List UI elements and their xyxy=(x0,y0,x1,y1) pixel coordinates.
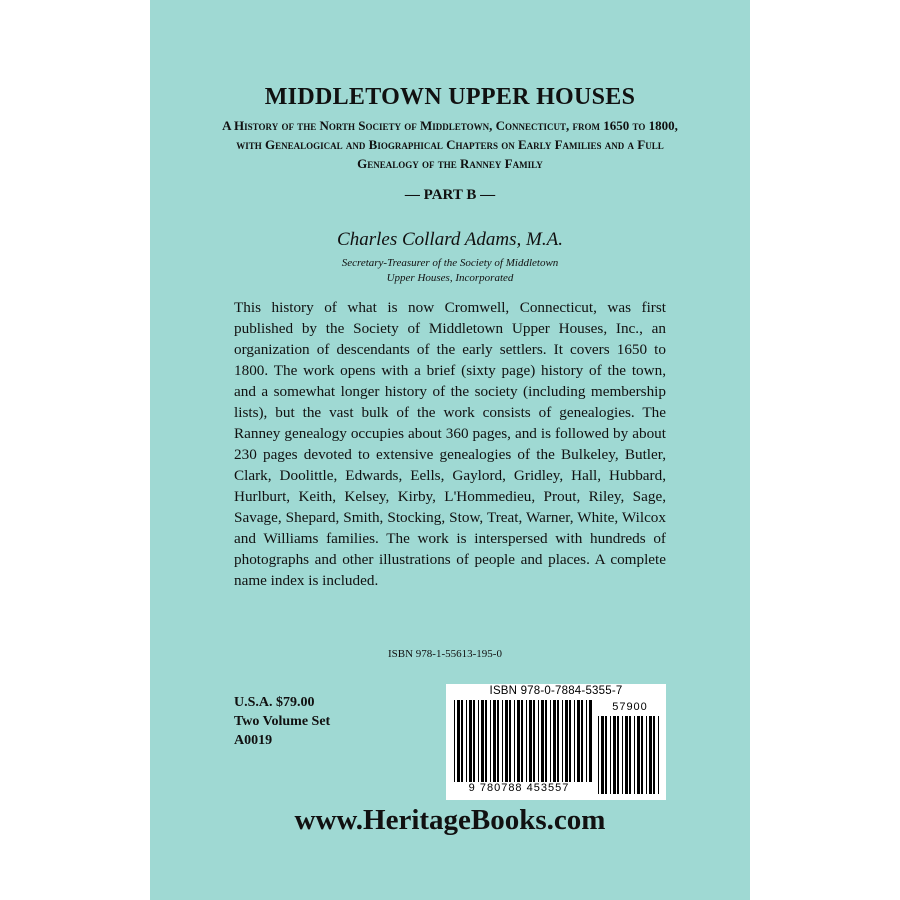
volume-set: Two Volume Set xyxy=(234,714,331,729)
barcode-bar xyxy=(550,700,551,782)
barcode-bar xyxy=(533,700,535,782)
barcode-bar xyxy=(601,716,604,794)
affiliation-line-1: Secretary-Treasurer of the Society of Middletown xyxy=(341,257,559,269)
barcode-bar xyxy=(466,700,467,782)
barcode-bar xyxy=(649,716,652,794)
barcode-bar xyxy=(613,716,616,794)
barcode-bar xyxy=(629,716,631,794)
author-name: Charles Collard Adams, M.A. xyxy=(337,229,563,250)
barcode-bar xyxy=(634,716,635,794)
barcode-bar xyxy=(565,700,568,782)
barcode-bar xyxy=(490,700,491,782)
barcode-bar xyxy=(481,700,484,782)
barcode-bar xyxy=(586,700,587,782)
price: U.S.A. $79.00 xyxy=(234,695,315,710)
book-description: This history of what is now Cromwell, Connecticut, was first published by the Society of Middletown Upper Houses, Inc., an organization of descendants of the early settlers. It covers 1650 to 1800. The work opens with a brief (sixty page) history of the town, and a somewhat longer history of the society (including membership lists), but the vast bulk of the work consists of genealogies. The Ranney genealogy occupies about 360 pages, and is followed by about 230 pages devoted to extensive genealogies of the Bulkeley, Butler, Clark, Doolittle, Edwards, Eells, Gaylord, Gridley, Hall, Hubbard, Hurlburt, Keith, Kelsey, Kirby, L'Hommedieu, Prout, Riley, Sage, Savage, Shepard, Smith, Stocking, Stow, Treat, Warner, White, Wilcox and Williams families. The work is interspersed with hundreds of photographs and other illustrations of people and places. A complete name index is included. xyxy=(234,299,666,589)
barcode-bar xyxy=(521,700,523,782)
barcode-bar xyxy=(622,716,623,794)
barcode-bar xyxy=(641,716,643,794)
barcode-bar xyxy=(541,700,544,782)
barcode-bar xyxy=(658,716,659,794)
barcode-bar xyxy=(509,700,511,782)
barcode-bar xyxy=(581,700,583,782)
barcode-bar xyxy=(617,716,619,794)
barcode-bar xyxy=(485,700,487,782)
barcode-bar xyxy=(562,700,563,782)
affiliation-line-2: Upper Houses, Incorporated xyxy=(386,272,514,284)
barcode-bar xyxy=(574,700,575,782)
barcode-isbn-text: ISBN 978-0-7884-5355-7 xyxy=(489,685,623,697)
barcode-bar xyxy=(646,716,647,794)
barcode-bar xyxy=(502,700,503,782)
barcode-bar xyxy=(526,700,527,782)
barcode-bar xyxy=(514,700,515,782)
barcode-bar xyxy=(517,700,520,782)
barcode-number: 9 780788 453557 xyxy=(468,782,570,794)
barcode-bar xyxy=(497,700,499,782)
price-block xyxy=(234,693,330,750)
barcode-bar xyxy=(454,700,455,782)
barcode-bar xyxy=(545,700,547,782)
barcode-bar xyxy=(557,700,559,782)
book-subtitle: A History of the North Society of Middletown, Connecticut, from 1650 to 1800, with Genealogical and Biographical Chapters on Early Families and a Full Genealogy of the Ranney Family xyxy=(222,118,678,171)
barcode-bar xyxy=(637,716,640,794)
barcode-bar xyxy=(473,700,475,782)
barcode xyxy=(446,684,666,800)
barcode-bar xyxy=(493,700,496,782)
part-label: — PART B — xyxy=(404,187,496,203)
barcode-bar xyxy=(653,716,655,794)
barcode-bar xyxy=(553,700,556,782)
book-title: MIDDLETOWN UPPER HOUSES xyxy=(264,84,636,110)
barcode-bar xyxy=(529,700,532,782)
barcode-bar xyxy=(625,716,628,794)
barcode-bar xyxy=(569,700,571,782)
barcode-bar xyxy=(605,716,607,794)
barcode-bar xyxy=(598,716,599,794)
barcode-bar xyxy=(538,700,539,782)
barcode-bar xyxy=(589,700,592,782)
barcode-price-code: 57900 xyxy=(612,701,648,713)
publisher-url: www.HeritageBooks.com xyxy=(294,804,606,836)
author-affiliation xyxy=(300,256,600,286)
barcode-bar xyxy=(478,700,479,782)
book-back-cover xyxy=(150,0,750,900)
barcode-bar xyxy=(505,700,508,782)
barcode-bar xyxy=(469,700,472,782)
barcode-bar xyxy=(577,700,580,782)
barcode-bar xyxy=(610,716,611,794)
barcode-bar xyxy=(461,700,463,782)
isbn-label: ISBN 978-1-55613-195-0 xyxy=(388,648,502,660)
barcode-bar xyxy=(457,700,460,782)
product-code: A0019 xyxy=(234,733,273,748)
